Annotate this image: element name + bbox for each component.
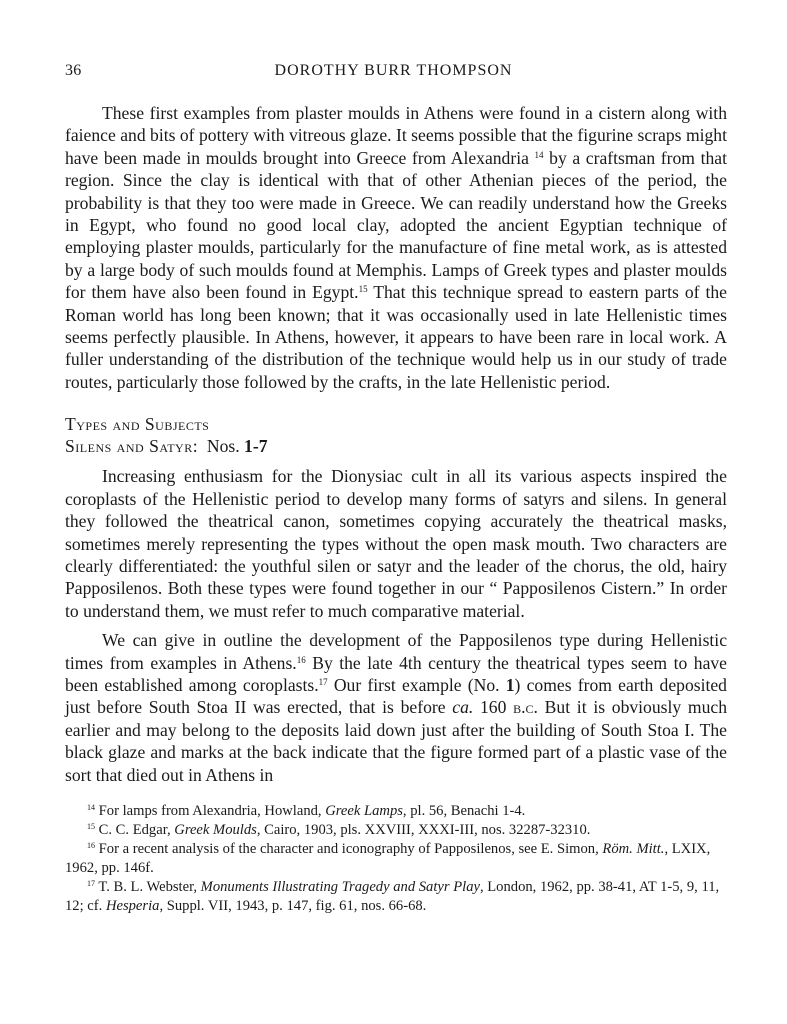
footnote-16 (65, 840, 727, 878)
footnote-15 (65, 821, 727, 840)
circa-abbrev: ca. (452, 697, 474, 718)
text-run: ) comes from earth deposited just before South Stoa II was erected, that is before (65, 674, 727, 718)
page-number: 36 (65, 62, 82, 79)
section-subheading (65, 435, 727, 457)
citation-title: Röm. Mitt. (602, 840, 665, 857)
footnote-ref-14[interactable]: 14 (534, 149, 544, 160)
footnote-ref-16[interactable]: 16 (296, 654, 306, 665)
footnote-number: 17 (87, 878, 95, 888)
subheading-label: Silens and Satyr: (65, 436, 199, 457)
text-run: That this technique spread to eastern parts of the Roman world has long been known; that it was occasionally used in late Hellenistic times seems perfectly plausible. In Athens, however, it appears to have been rare in local work. A fuller understanding of the distribution of the technique would help us in our study of trade routes, particularly those followed by the crafts, in the late Hellenistic period. (65, 282, 727, 392)
text-run: For a recent analysis of the character and iconography of Papposilenos, see E. Simon, (98, 840, 603, 857)
text-run: We can give in outline the development of the Papposilenos type during Hellenistic times from examples in Athens. (65, 630, 727, 673)
footnotes (65, 802, 727, 916)
subheading-nos: Nos. (206, 436, 240, 457)
footnote-number: 15 (87, 821, 95, 831)
text-run: C. C. Edgar, (98, 821, 175, 838)
footnote-17 (65, 878, 727, 916)
footnote-14 (65, 802, 727, 821)
text-run: , LXIX, 1962, pp. 146f. (65, 840, 711, 876)
catalogue-number: 1 (505, 674, 515, 695)
paragraph-dionysiac: Increasing enthusiasm for the Dionysiac cult in all its various aspects inspired the coroplasts of the Hellenistic period to develop many forms of satyrs and silens. In general they followed the theatrical canon, sometimes copying accurately the theatrical masks, sometimes merely representing the types without the open mask mouth. Two characters are clearly differentiated: the youthful silen or satyr and the leader of the chorus, the old, hairy Papposilenos. Both these types were found together in our “ Papposilenos Cistern.” In order to understand them, we must refer to much comparative material. (65, 466, 727, 621)
section-heading: Types and Subjects (65, 414, 210, 435)
text-run: T. B. L. Webster, (98, 878, 201, 895)
citation-title: Greek Moulds (174, 821, 257, 838)
footnote-ref-15[interactable]: 15 (358, 284, 368, 295)
text-run: But it is obviously much earlier and may belong to the deposits laid down just after the building of South Stoa I. The black glaze and marks at the back indicate that the figure formed part of a plastic vase of the sort that died out in Athens in (65, 697, 727, 785)
text-run: By the late 4th century the theatrical types seem to have been established among coroplasts. (65, 652, 727, 695)
text-run: , London, 1962, pp. 38-41, AT 1-5, 9, 11, 12; cf. (65, 878, 720, 914)
subheading-range: 1-7 (244, 436, 268, 457)
text-run: For lamps from Alexandria, Howland, (98, 802, 326, 819)
text-run: , pl. 56, Benachi 1-4. (402, 802, 526, 819)
running-header (65, 62, 727, 86)
citation-title: Monuments Illustrating Tragedy and Satyr Play (200, 878, 480, 895)
text-run: , Suppl. VII, 1943, p. 147, fig. 61, nos. 66-68. (159, 897, 427, 914)
bc-abbrev: b.c. (513, 697, 538, 718)
text-run: , Cairo, 1903, pls. XXVIII, XXXI-III, nos. 32287-32310. (256, 821, 591, 838)
text-run: These first examples from plaster moulds in Athens were found in a cistern along with faience and bits of pottery with vitreous glaze. It seems possible that the figurine scraps might have been made in moulds brought into Greece from Alexandria (65, 103, 727, 168)
footnote-number: 16 (87, 840, 95, 850)
text-run: 160 (473, 697, 514, 718)
citation-title: Greek Lamps (325, 802, 403, 819)
text-run: by a craftsman from that region. Since the clay is identical with that of other Athenian pieces of the period, the probability is that they too were made in Greece. We can readily understand how the Greeks in Egypt, who found no good local clay, adopted the ancient Egyptian technique of employing plaster moulds, particularly for the manufacture of fine metal work, as is attested by a large body of such moulds found at Memphis. Lamps of Greek types and plaster moulds for them have also been found in Egypt. (65, 147, 727, 303)
text-run: Our first example (No. (327, 674, 506, 695)
footnote-ref-17[interactable]: 17 (318, 676, 328, 687)
section-headings (65, 413, 727, 457)
paragraph-papposilenos (65, 629, 727, 786)
paragraph-plaster-moulds (65, 102, 727, 393)
running-title: DOROTHY BURR THOMPSON (274, 62, 513, 79)
citation-title: Hesperia (105, 897, 160, 914)
footnote-number: 14 (87, 802, 95, 812)
page (65, 62, 727, 916)
